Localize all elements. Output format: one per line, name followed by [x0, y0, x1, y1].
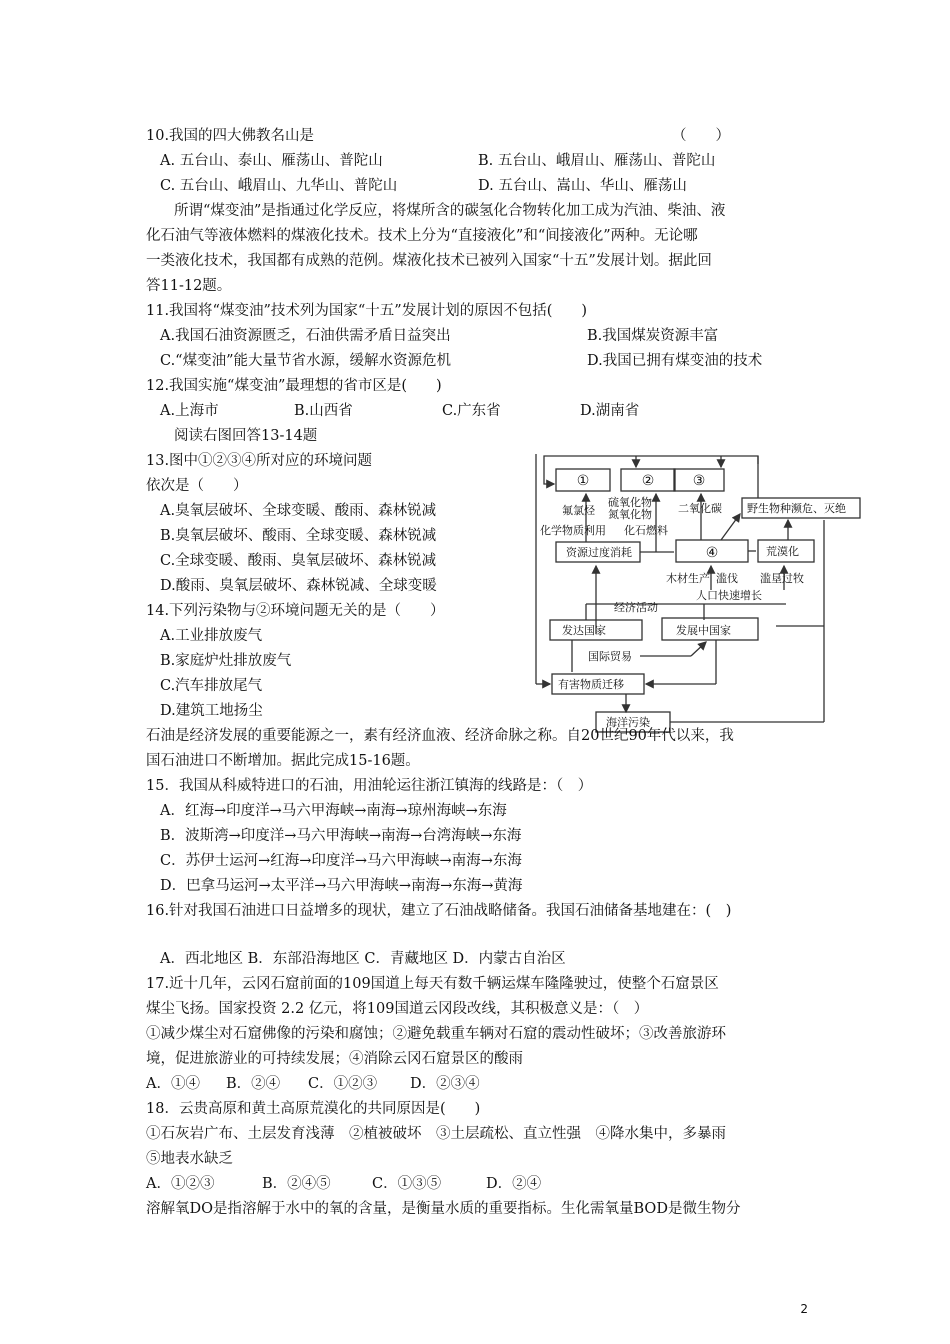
diagram-label-co2: 二氧化碳	[678, 502, 722, 515]
diagram-label-wildlife: 野生物种濒危、灭绝	[747, 502, 846, 515]
read-diagram-instruction: 阅读右图回答13-14题	[174, 428, 318, 444]
diagram-label-overuse: 资源过度消耗	[566, 546, 632, 559]
q17-stem: 境，促进旅游业的可持续发展；④消除云冈石窟景区的酸雨	[146, 1051, 523, 1067]
q13-stem: 13.图中①②③④所对应的环境问题	[146, 453, 373, 469]
q18-option-b: B．②④⑤	[262, 1176, 331, 1192]
q14-option-d: D.建筑工地扬尘	[160, 703, 263, 719]
q11-stem: 11.我国将“煤变油”技术列为国家“十五”发展计划的原因不包括( )	[146, 303, 588, 319]
passage1-line: 所谓“煤变油”是指通过化学反应，将煤所含的碳氢化合物转化加工成为汽油、柴油、液	[174, 203, 726, 219]
diagram-label-sulfur: 硫氧化物	[608, 496, 652, 509]
passage1-line: 答11-12题。	[146, 278, 232, 294]
q12-option-d: D.湖南省	[580, 403, 640, 419]
q18-choices: ①石灰岩广布、土层发育浅薄 ②植被破坏 ③土层疏松、直立性强 ④降水集中，多暴雨	[146, 1126, 726, 1142]
q18-option-a: A．①②③	[146, 1176, 215, 1192]
q13-stem: 依次是（ ）	[146, 478, 248, 494]
q14-option-c: C.汽车排放尾气	[160, 678, 263, 694]
q13-option-a: A.臭氧层破坏、全球变暖、酸雨、森林锐减	[160, 503, 437, 519]
passage2-line: 国石油进口不断增加。据此完成15-16题。	[146, 753, 420, 769]
q13-option-b: B.臭氧层破坏、酸雨、全球变暖、森林锐减	[160, 528, 437, 544]
q17-option-d: D．②③④	[410, 1076, 480, 1092]
diagram-label-overgraze: 滥垦过牧	[760, 572, 804, 585]
q13-option-c: C.全球变暖、酸雨、臭氧层破坏、森林锐减	[160, 553, 437, 569]
diagram-label-economic: 经济活动	[614, 601, 658, 614]
diagram-number-3: ③	[692, 473, 706, 489]
q15-option-a: A．红海→印度洋→马六甲海峡→南海→琼州海峡→东海	[160, 803, 507, 819]
q12-option-a: A.上海市	[160, 403, 219, 419]
q14-stem: 14.下列污染物与②环境问题无关的是（ ）	[146, 603, 445, 619]
q18-choices: ⑤地表水缺乏	[146, 1151, 233, 1167]
q12-option-b: B.山西省	[294, 403, 353, 419]
q10-option-d: D. 五台山、嵩山、华山、雁荡山	[478, 178, 687, 194]
q12-option-c: C.广东省	[442, 403, 501, 419]
diagram-label-logging: 滥伐	[716, 572, 738, 585]
q11-option-b: B.我国煤炭资源丰富	[587, 328, 719, 344]
passage1-line: 一类液化技术，我国都有成熟的范例。煤液化技术已被列入国家“十五”发展计划。据此回	[146, 253, 712, 269]
diagram-number-4: ④	[705, 545, 719, 561]
diagram-label-timber: 木材生产	[666, 572, 710, 585]
q18-option-c: C．①③⑤	[372, 1176, 442, 1192]
q13-option-d: D.酸雨、臭氧层破坏、森林锐减、全球变暖	[160, 578, 437, 594]
diagram-label-developed: 发达国家	[562, 624, 606, 637]
q10-option-a: A. 五台山、泰山、雁荡山、普陀山	[160, 153, 383, 169]
q17-option-a: A．①④	[146, 1076, 200, 1092]
passage1-line: 化石油气等液体燃料的煤液化技术。技术上分为“直接液化”和“间接液化”两种。无论哪	[146, 228, 698, 244]
diagram-number-1: ①	[576, 473, 590, 489]
q15-stem: 15．我国从科威特进口的石油，用油轮运往浙江镇海的线路是：（ ）	[146, 778, 593, 794]
q15-option-b: B．波斯湾→印度洋→马六甲海峡→南海→台湾海峡→东海	[160, 828, 522, 844]
diagram-label-fossil: 化石燃料	[624, 524, 668, 537]
diagram-label-developing: 发展中国家	[676, 624, 731, 637]
q10-option-b: B. 五台山、峨眉山、雁荡山、普陀山	[478, 153, 716, 169]
q18-stem: 18．云贵高原和黄土高原荒漠化的共同原因是( )	[146, 1101, 481, 1117]
q14-option-b: B.家庭炉灶排放废气	[160, 653, 292, 669]
diagram-label-hazard: 有害物质迁移	[558, 678, 624, 691]
q16-stem: 16.针对我国石油进口日益增多的现状，建立了石油战略储备。我国石油储备基地建在：( )	[146, 903, 732, 919]
environment-diagram	[526, 454, 874, 736]
diagram-label-marine: 海洋污染	[606, 716, 650, 729]
diagram-label-fluoro: 氟氯烃	[562, 504, 595, 517]
page-number: 2	[800, 1302, 808, 1316]
q11-option-d: D.我国已拥有煤变油的技术	[587, 353, 763, 369]
q17-option-c: C．①②③	[308, 1076, 378, 1092]
passage2-line: 石油是经济发展的重要能源之一，素有经济血液、经济命脉之称。自20世纪90年代以来，我	[146, 728, 734, 744]
q17-option-b: B．②④	[226, 1076, 281, 1092]
q17-stem: ①减少煤尘对石窟佛像的污染和腐蚀；②避免载重车辆对石窟的震动性破坏；③改善旅游环	[146, 1026, 726, 1042]
q10-option-c: C. 五台山、峨眉山、九华山、普陀山	[160, 178, 398, 194]
q15-option-c: C．苏伊士运河→红海→印度洋→马六甲海峡→南海→东海	[160, 853, 522, 869]
q15-option-d: D．巴拿马运河→太平洋→马六甲海峡→南海→东海→黄海	[160, 878, 523, 894]
q17-stem: 17.近十几年，云冈石窟前面的109国道上每天有数千辆运煤车隆隆驶过，使整个石窟景区	[146, 976, 719, 992]
diagram-number-2: ②	[641, 473, 655, 489]
q11-option-a: A.我国石油资源匮乏，石油供需矛盾日益突出	[160, 328, 451, 344]
diagram-label-trade: 国际贸易	[588, 650, 632, 663]
diagram-label-population: 人口快速增长	[696, 589, 762, 602]
diagram-label-chem-use: 化学物质利用	[540, 524, 606, 537]
q12-stem: 12.我国实施“煤变油”最理想的省市区是( )	[146, 378, 442, 394]
q16-options: A．西北地区 B．东部沿海地区 C．青藏地区 D．内蒙古自治区	[160, 951, 566, 967]
diagram-label-desert: 荒漠化	[766, 545, 799, 558]
diagram-label-nitrogen: 氮氧化物	[608, 508, 652, 521]
q17-stem: 煤尘飞扬。国家投资 2.2 亿元，将109国道云冈段改线，其积极意义是：（ ）	[146, 1001, 649, 1017]
passage3-line: 溶解氧DO是指溶解于水中的氧的含量，是衡量水质的重要指标。生化需氧量BOD是微生物分	[146, 1201, 741, 1217]
q14-option-a: A.工业排放废气	[160, 628, 263, 644]
q10-stem: 10.我国的四大佛教名山是	[146, 128, 315, 144]
q11-option-c: C.“煤变油”能大量节省水源，缓解水资源危机	[160, 353, 452, 369]
q10-answer-paren: （ ）	[672, 128, 730, 144]
q18-option-d: D．②④	[486, 1176, 542, 1192]
